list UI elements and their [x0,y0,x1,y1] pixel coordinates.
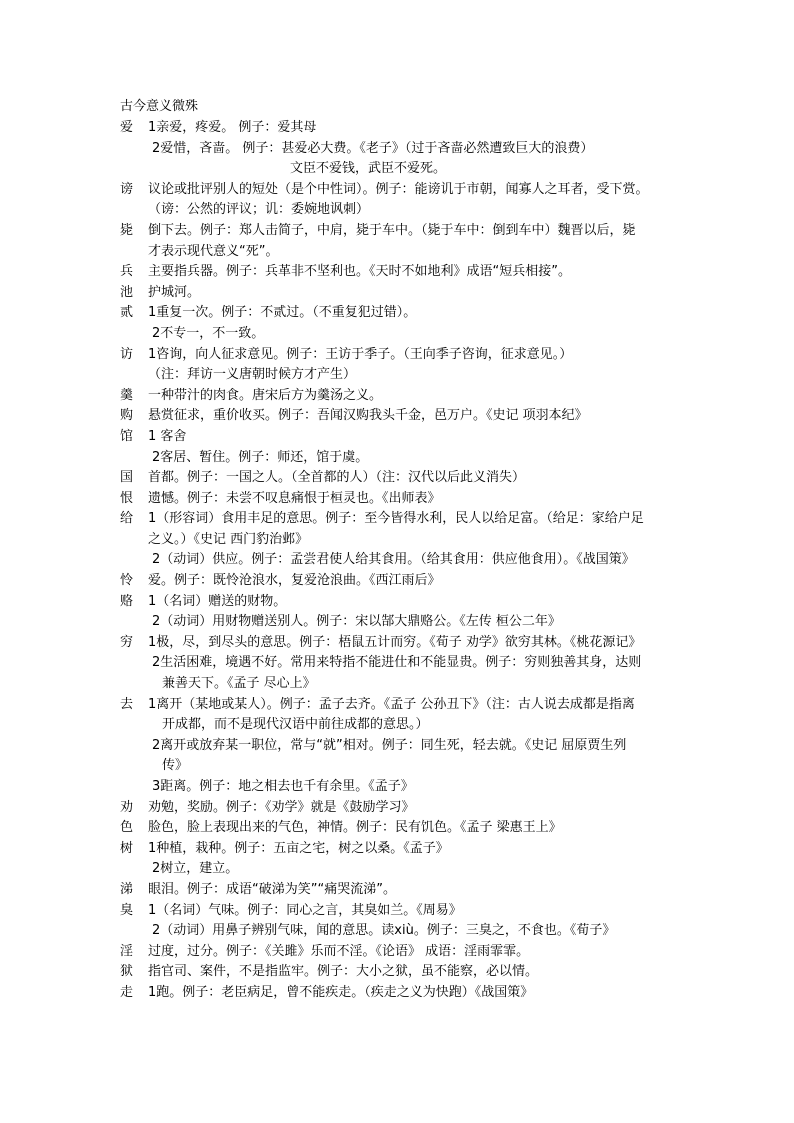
entry-line: 开成都，而不是现代汉语中前往成都的意思。） [162,717,429,733]
entry-line: 过度，过分。例子：《关雎》乐而不淫。《论语》 成语：淫雨霏霏。 [148,943,530,959]
entry-line: 遗憾。例子：未尝不叹息痛恨于桓灵也。《出师表》 [148,490,441,506]
entry [120,818,690,839]
entry-line: 2客居、暂住。例子：师还，馆于虞。 [152,449,369,465]
entry-list [120,118,690,1004]
entry-line: 1（形容词）食用丰足的意思。例子：至今皆得水利，民人以给足富。（给足：家给户足 [148,511,644,527]
entry-line: 1 客舍 [148,428,187,444]
entry-line: 1（名词）赠送的财物。 [148,593,287,609]
entry-body [148,633,690,695]
entry [120,180,690,221]
entry-body [148,262,690,283]
entry-headword: 羹 [120,387,134,403]
entry-body [148,303,690,344]
entry [120,283,690,304]
entry [120,962,690,983]
entry-body [148,901,690,942]
entry-headword: 兵 [120,264,134,280]
entry [120,571,690,592]
entry-body [148,386,690,407]
entry-line: 2爱惜，吝啬。 例子：甚爱必大费。《老子》（过于吝啬必然遭致巨大的浪费） [152,140,594,156]
entry-headword: 恨 [120,490,134,506]
entry-body [148,592,690,633]
entry-line: 爱。例子：既怜沧浪水，复爱沧浪曲。《西江雨后》 [148,573,441,589]
entry-line: 1亲爱，疼爱。 例子：爱其母 [148,120,317,135]
entry-headword: 谤 [120,181,134,197]
entry-body [148,880,690,901]
entry-line: 护城河。 [148,284,201,300]
entry-body [148,798,690,819]
entry-line: 兼善天下。《孟子 尽心上》 [162,676,316,692]
entry [120,942,690,963]
document-page [120,96,690,1004]
entry [120,983,690,1004]
entry-line: 2（动词）供应。例子：孟尝君使人给其食用。（给其食用：供应他食用）。《战国策》 [152,552,635,568]
entry-line: 指官司、案件，不是指监牢。例子：大小之狱，虽不能察，必以情。 [148,964,539,980]
entry-line: （谤：公然的评议；讥：委婉地讽刺） [148,202,370,218]
entry [120,221,690,262]
entry-line: 1跑。例子：老臣病足，曾不能疾走。（疾走之义为快跑）《战国策》 [148,984,534,1000]
entry-body [148,468,690,489]
entry-headword: 臭 [120,902,134,918]
entry-line: 3距离。例子：地之相去也千有余里。《孟子》 [152,779,414,794]
entry-line: （注：拜访一义唐朝时候方才产生） [148,367,357,383]
entry-body [148,221,690,262]
entry-line: 首都。例子：一国之人。（全首都的人）（注：汉代以后此义消失） [148,470,526,486]
entry-body [148,180,690,221]
entry-headword: 穷 [120,634,134,650]
entry-headword: 馆 [120,428,134,444]
entry-line: 1（名词）气味。例子：同心之言，其臭如兰。《周易》 [148,902,462,918]
entry-body [148,283,690,304]
entry [120,901,690,942]
entry [120,262,690,283]
entry-headword: 给 [120,511,134,527]
entry-headword: 色 [120,820,134,836]
entry-body [148,345,690,386]
entry [120,345,690,386]
entry-line: 2（动词）用鼻子辨别气味，闻的意思。读xiù。例子：三臭之，不食也。《荀子》 [152,923,616,939]
entry-line: 1咨询，向人征求意见。例子：王访于季子。（王向季子咨询，征求意见。） [148,346,573,362]
entry-line: 2不专一，不一致。 [152,325,265,341]
entry [120,427,690,468]
entry-headword: 国 [120,470,134,486]
entry [120,695,690,798]
entry-body [148,839,690,880]
entry-body [148,427,690,468]
entry-body [148,509,690,571]
entry-line: 劝勉，奖励。例子：《劝学》就是《鼓励学习》 [148,799,415,815]
entry-headword: 树 [120,840,134,856]
entry-body [148,962,690,983]
entry-headword: 访 [120,346,134,362]
entry-headword: 劝 [120,799,134,815]
entry-body [148,571,690,592]
entry-headword: 狱 [120,964,134,980]
entry-line: 2树立，建立。 [152,861,239,877]
entry-line: 1种植，栽种。例子：五亩之宅，树之以桑。《孟子》 [148,840,449,856]
entry-headword: 购 [120,408,134,424]
entry-headword: 赂 [120,593,134,609]
entry-line: 传》 [162,758,189,774]
entry [120,592,690,633]
entry [120,880,690,901]
entry [120,303,690,344]
entry-headword: 走 [120,984,134,1000]
entry-body [148,695,690,798]
entry-headword: 怜 [120,573,134,589]
entry-body [148,118,690,180]
entry [120,798,690,819]
entry-body [148,406,690,427]
entry [120,386,690,407]
entry-line: 才表示现代意义“死”。 [148,243,279,259]
entry-body [148,818,690,839]
entry [120,118,690,180]
entry-body [148,942,690,963]
entry-line: 议论或批评别人的短处（是个中性词）。例子：能谤讥于市朝，闻寡人之耳者，受下赏。 [148,181,649,197]
entry-headword: 池 [120,284,134,300]
entry-headword: 去 [120,696,134,712]
entry-line: 文臣不爱钱，武臣不爱死。 [290,161,447,177]
entry-headword: 涕 [120,881,134,897]
entry-line: 脸色，脸上表现出来的气色，神情。例子：民有饥色。《孟子 梁惠王上》 [148,820,562,836]
entry-line: 2离开或放弃某一职位，常与“就”相对。例子：同生死，轻去就。《史记 屈原贾生列 [152,737,627,753]
entry-line: 眼泪。例子：成语“破涕为笑”“痛哭流涕”。 [148,881,396,897]
entry-headword: 爱 [120,120,134,135]
entry [120,468,690,489]
entry-headword: 淫 [120,943,134,959]
entry-line: 倒下去。例子：郑人击简子，中肩，毙于车中。（毙于车中：倒到车中）魏晋以后，毙 [148,222,636,238]
entry [120,509,690,571]
entry-headword: 贰 [120,305,134,321]
entry-line: 1离开（某地或某人）。例子：孟子去齐。《孟子 公孙丑下》（注：古人说去成都是指离 [148,696,635,712]
entry-line: 一种带汁的肉食。唐宋后方为羹汤之义。 [148,387,383,403]
entry-headword: 毙 [120,222,134,238]
entry [120,633,690,695]
entry-line: 主要指兵器。例子：兵革非不坚利也。《天时不如地利》成语“短兵相接”。 [148,264,571,280]
entry [120,489,690,510]
entry-line: 1极，尽，到尽头的意思。例子：梧鼠五计而穷。《荀子 劝学》欲穷其林。《桃花源记》 [148,634,642,650]
entry-body [148,983,690,1004]
entry-line: 悬赏征求，重价收买。例子：吾闻汉购我头千金，邑万户。《史记 项羽本纪》 [148,408,588,424]
entry [120,839,690,880]
entry-line: 2生活困难，境遇不好。常用来特指不能进仕和不能显贵。例子：穷则独善其身，达则 [152,655,642,671]
entry-line: 之义。）《史记 西门豹治邺》 [148,531,309,547]
entry [120,406,690,427]
entry-body [148,489,690,510]
document-title: 古今意义微殊 [120,99,199,114]
entry-line: 1重复一次。例子：不贰过。（不重复犯过错）。 [148,305,417,321]
entry-line: 2（动词）用财物赠送别人。例子：宋以郜大鼎赂公。《左传 桓公二年》 [152,614,561,630]
